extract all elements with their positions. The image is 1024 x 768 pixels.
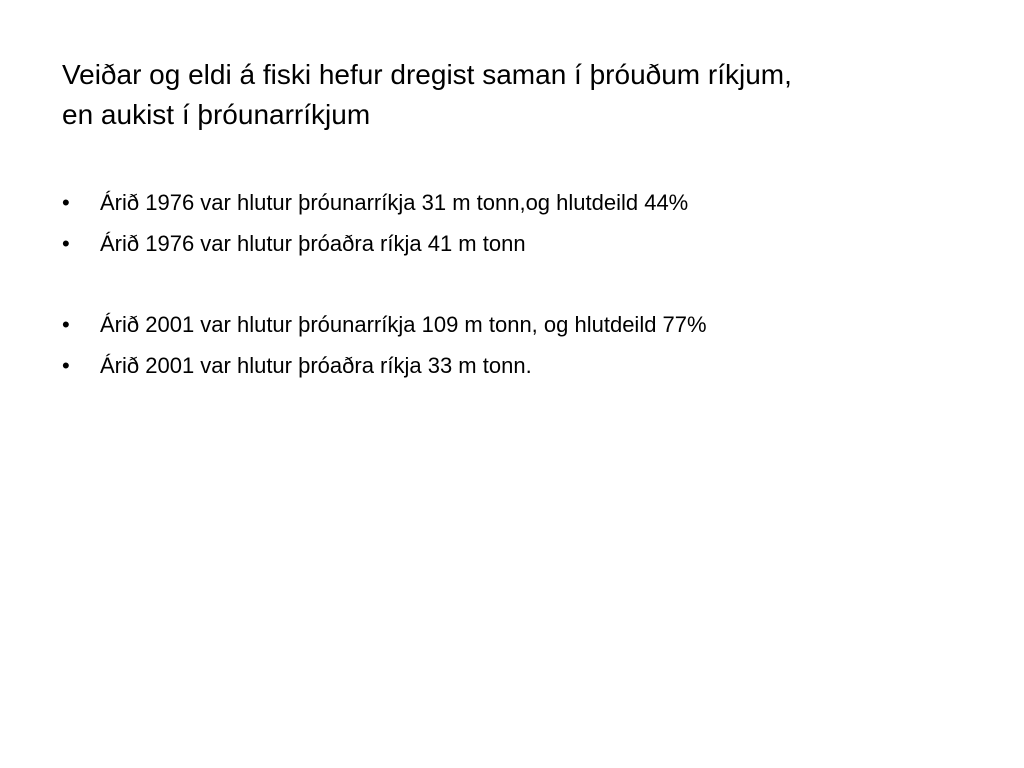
bullet-dot-icon: •: [62, 312, 70, 337]
bullet-item-3: [62, 306, 982, 344]
slide-title-line-1: Veiðar og eldi á fiski hefur dregist saman í þróuðum ríkjum,: [62, 59, 792, 90]
bullet-dot-icon: •: [62, 353, 70, 378]
bullet-text: Árið 2001 var hlutur þróaðra ríkja 33 m tonn.: [100, 353, 532, 378]
bullet-dot-icon: •: [62, 231, 70, 256]
bullet-item-1: [62, 184, 982, 222]
bullet-item-2: [62, 225, 982, 263]
slide-title: [62, 55, 982, 135]
slide-title-line-2: en aukist í þróunarríkjum: [62, 99, 371, 130]
bullet-dot-icon: •: [62, 190, 70, 215]
bullet-text: Árið 1976 var hlutur þróaðra ríkja 41 m tonn: [100, 231, 526, 256]
bullet-text: Árið 2001 var hlutur þróunarríkja 109 m tonn, og hlutdeild 77%: [100, 312, 707, 337]
bullet-item-4: [62, 347, 982, 385]
bullet-list: [62, 184, 982, 388]
bullet-text: Árið 1976 var hlutur þróunarríkja 31 m tonn,og hlutdeild 44%: [100, 190, 689, 215]
